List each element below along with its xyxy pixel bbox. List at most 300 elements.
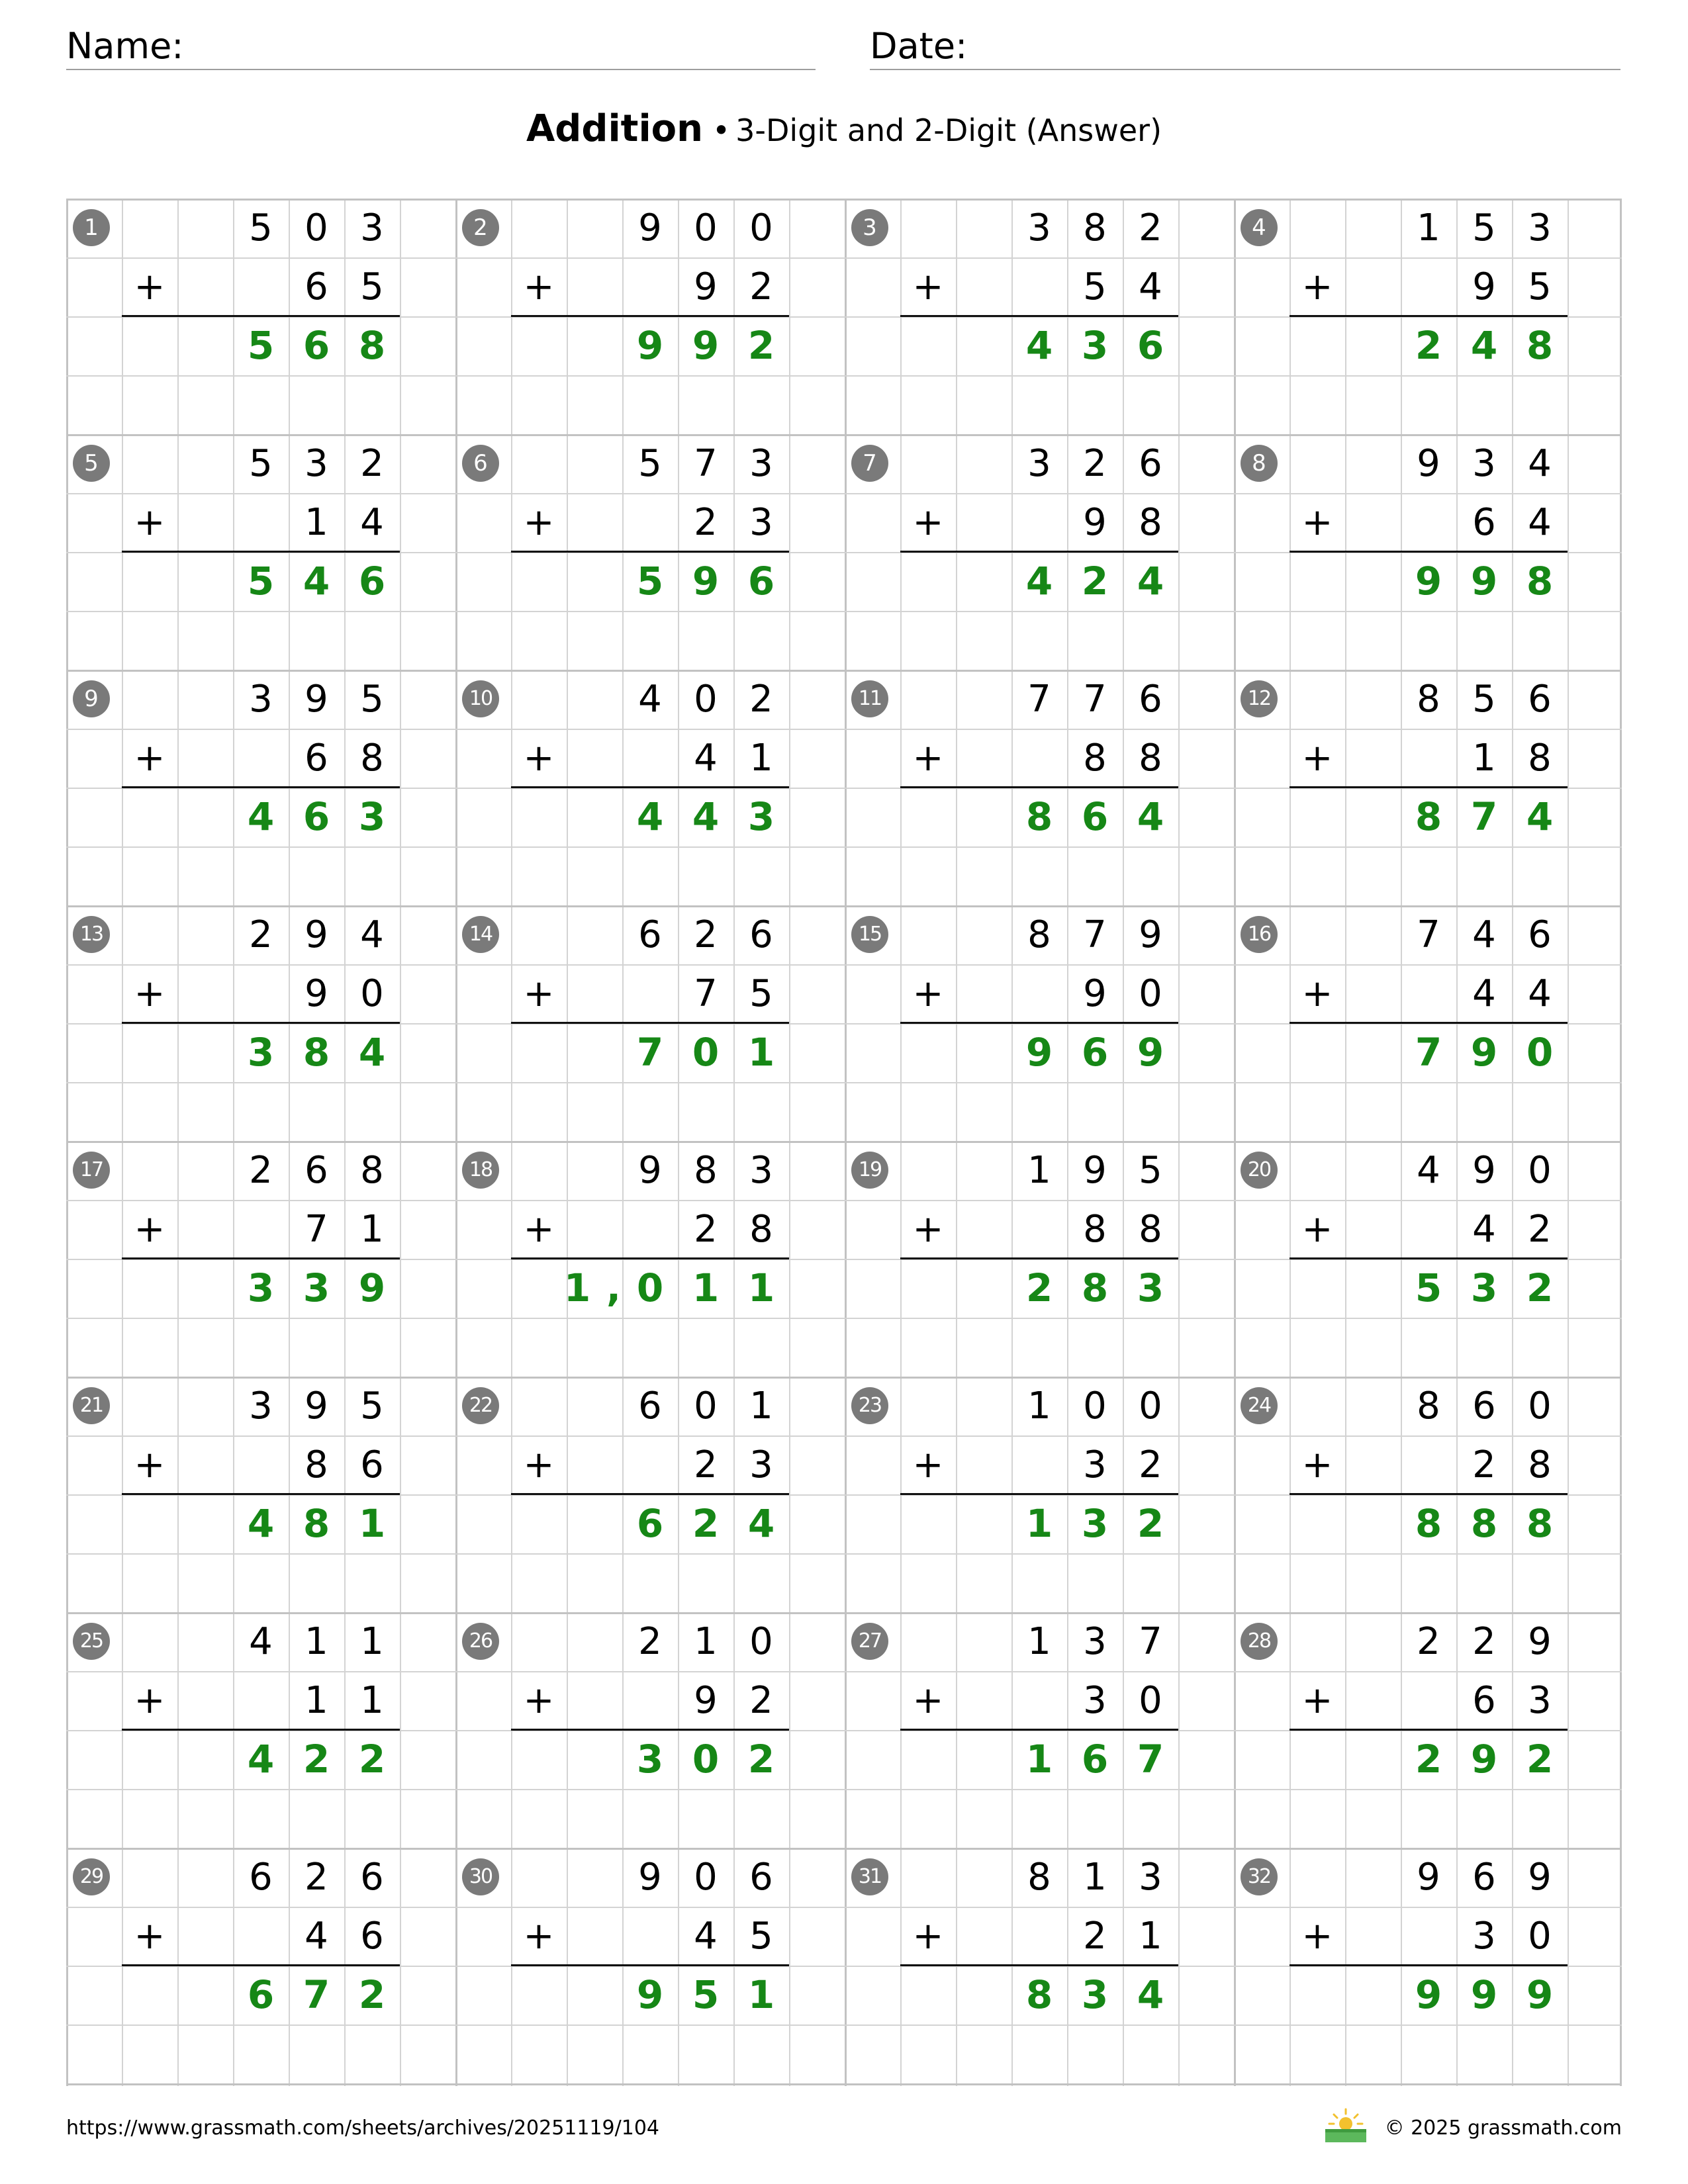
addend-digit: 2 [249, 1149, 273, 1192]
answer-comma: , [606, 1265, 622, 1310]
answer-digit: 4 [1025, 323, 1053, 368]
addend-digit: 3 [1528, 206, 1552, 250]
problem [455, 1612, 845, 1848]
problem-number-badge: 13 [73, 916, 110, 953]
answer-digit: 4 [1137, 1972, 1164, 2017]
addend-digit: 6 [638, 913, 662, 956]
addend-digit: 1 [749, 737, 773, 780]
addend-digit: 8 [1027, 913, 1051, 956]
plus-sign: + [912, 1208, 944, 1251]
answer-digit: 4 [247, 1737, 275, 1782]
addend-digit: 0 [694, 678, 718, 721]
addend-digit: 4 [694, 737, 718, 780]
answer-digit: 3 [1081, 1972, 1109, 2017]
answer-digit: 8 [1025, 1972, 1053, 2017]
addend-digit: 1 [1027, 1620, 1051, 1663]
addend-digit: 6 [1472, 1856, 1496, 1899]
problem [845, 1141, 1234, 1377]
addend-digit: 0 [1139, 1679, 1162, 1722]
addend-digit: 9 [638, 1856, 662, 1899]
problem-number-badge: 21 [73, 1387, 110, 1424]
addend-digit: 8 [360, 737, 384, 780]
addend-digit: 5 [249, 442, 273, 485]
addend-digit: 7 [1083, 913, 1107, 956]
problem-number-badge: 23 [851, 1387, 888, 1424]
addend-digit: 6 [1528, 678, 1552, 721]
addend-digit: 2 [694, 1443, 718, 1486]
footer-copyright: © 2025 grassmath.com [1384, 2116, 1622, 2140]
addend-digit: 0 [1139, 1385, 1162, 1428]
problem [455, 1848, 845, 2083]
addend-digit: 4 [305, 1915, 328, 1958]
addend-digit: 8 [1083, 206, 1107, 250]
answer-digit: 5 [636, 559, 664, 604]
plus-sign: + [134, 265, 165, 308]
problem-number-badge: 6 [462, 445, 499, 482]
plus-sign: + [134, 737, 165, 780]
addend-digit: 9 [1528, 1856, 1552, 1899]
problem-grid [66, 199, 1622, 2086]
addend-digit: 4 [1139, 265, 1162, 308]
grid-line-horizontal [66, 2083, 1622, 2085]
answer-digit: 0 [1526, 1030, 1554, 1075]
addend-digit: 5 [1139, 1149, 1162, 1192]
addend-digit: 9 [1083, 1149, 1107, 1192]
addend-digit: 6 [360, 1856, 384, 1899]
addend-digit: 6 [249, 1856, 273, 1899]
plus-sign: + [134, 1443, 165, 1486]
addend-digit: 4 [249, 1620, 273, 1663]
answer-digit: 1 [563, 1265, 591, 1310]
addend-digit: 9 [305, 972, 328, 1015]
plus-sign: + [134, 1915, 165, 1958]
answer [233, 1730, 400, 1789]
addend-digit: 8 [694, 1149, 718, 1192]
answer-digit: 8 [303, 1030, 330, 1075]
addend-digit: 5 [1528, 265, 1552, 308]
worksheet-title [0, 105, 1688, 162]
addend-digit: 3 [1027, 442, 1051, 485]
addend-digit: 1 [1083, 1856, 1107, 1899]
addend-digit: 3 [1083, 1620, 1107, 1663]
answer-digit: 4 [358, 1030, 386, 1075]
addend-digit: 4 [638, 678, 662, 721]
addend-digit: 8 [1027, 1856, 1051, 1899]
answer-digit: 3 [247, 1265, 275, 1310]
plus-sign: + [523, 265, 555, 308]
plus-sign: + [523, 1679, 555, 1722]
problem-number-badge: 8 [1241, 445, 1278, 482]
answer-digit: 9 [358, 1265, 386, 1310]
plus-sign: + [912, 501, 944, 544]
answer-digit: 1 [692, 1265, 720, 1310]
answer [1401, 788, 1568, 846]
addend-digit: 1 [305, 501, 328, 544]
addend-digit: 1 [1027, 1385, 1051, 1428]
answer-digit: 4 [636, 794, 664, 839]
addend-digit: 7 [1027, 678, 1051, 721]
addend-digit: 5 [1083, 265, 1107, 308]
addend-digit: 3 [749, 1149, 773, 1192]
answer-digit: 3 [303, 1265, 330, 1310]
addend-digit: 0 [694, 206, 718, 250]
addend-digit: 3 [249, 678, 273, 721]
problem-number-badge: 32 [1241, 1858, 1278, 1895]
addend-digit: 3 [1472, 442, 1496, 485]
answer-digit: 6 [247, 1972, 275, 2017]
addend-digit: 0 [694, 1856, 718, 1899]
problem [845, 1612, 1234, 1848]
answer-digit: 5 [247, 559, 275, 604]
answer-digit: 9 [1526, 1972, 1554, 2017]
plus-sign: + [134, 501, 165, 544]
answer [233, 1023, 400, 1082]
answer-digit: 9 [636, 1972, 664, 2017]
answer-digit: 9 [1470, 1972, 1498, 2017]
problem-number-badge: 2 [462, 209, 499, 246]
answer-digit: 3 [1081, 1501, 1109, 1546]
addend-digit: 4 [360, 913, 384, 956]
addend-digit: 2 [1472, 1620, 1496, 1663]
answer-digit: 2 [1081, 559, 1109, 604]
plus-sign: + [912, 737, 944, 780]
addend-digit: 4 [1528, 442, 1552, 485]
answer-digit: 4 [1470, 323, 1498, 368]
addend-digit: 6 [305, 1149, 328, 1192]
answer [233, 552, 400, 611]
problem [455, 1141, 845, 1377]
plus-sign: + [1301, 1915, 1333, 1958]
answer [1401, 316, 1568, 375]
addend-digit: 4 [1472, 1208, 1496, 1251]
addend-digit: 3 [1528, 1679, 1552, 1722]
addend-digit: 4 [360, 501, 384, 544]
answer-digit: 6 [358, 559, 386, 604]
addend-digit: 7 [1139, 1620, 1162, 1663]
problem-number-badge: 28 [1241, 1623, 1278, 1660]
addend-digit: 2 [1139, 1443, 1162, 1486]
answer-digit: 2 [747, 323, 775, 368]
addend-digit: 6 [1528, 913, 1552, 956]
problem [66, 1141, 455, 1377]
problem [1234, 1377, 1623, 1612]
addend-digit: 9 [1417, 1856, 1440, 1899]
addend-digit: 8 [749, 1208, 773, 1251]
problem [455, 434, 845, 670]
answer [622, 1494, 789, 1553]
addend-digit: 0 [305, 206, 328, 250]
addend-digit: 6 [749, 1856, 773, 1899]
answer-digit: 3 [1470, 1265, 1498, 1310]
problem [66, 199, 455, 434]
answer-digit: 2 [692, 1501, 720, 1546]
answer-digit: 9 [1470, 1030, 1498, 1075]
answer-digit: 4 [303, 559, 330, 604]
addend-digit: 0 [1528, 1385, 1552, 1428]
answer-digit: 8 [303, 1501, 330, 1546]
answer-digit: 9 [692, 323, 720, 368]
answer-digit: 8 [1526, 559, 1554, 604]
answer-digit: 8 [1025, 794, 1053, 839]
problem [66, 670, 455, 905]
answer-digit: 1 [747, 1265, 775, 1310]
problem [66, 905, 455, 1141]
answer-digit: 7 [303, 1972, 330, 2017]
addend-digit: 6 [749, 913, 773, 956]
plus-sign: + [912, 265, 944, 308]
addend-digit: 6 [1472, 1679, 1496, 1722]
addend-digit: 3 [749, 501, 773, 544]
answer [1401, 1259, 1568, 1318]
answer [1401, 1966, 1568, 2025]
addend-digit: 6 [305, 265, 328, 308]
addend-digit: 4 [1528, 972, 1552, 1015]
problem [845, 1377, 1234, 1612]
addend-digit: 0 [694, 1385, 718, 1428]
addend-digit: 3 [360, 206, 384, 250]
answer [1011, 552, 1178, 611]
problem-number-badge: 24 [1241, 1387, 1278, 1424]
answer-digit: 6 [303, 794, 330, 839]
answer-digit: 8 [1081, 1265, 1109, 1310]
plus-sign: + [523, 737, 555, 780]
answer [622, 788, 789, 846]
addend-digit: 8 [1083, 1208, 1107, 1251]
problem [1234, 670, 1623, 905]
problem [845, 1848, 1234, 2083]
addend-digit: 5 [360, 265, 384, 308]
answer-digit: 3 [1137, 1265, 1164, 1310]
addend-digit: 8 [1417, 678, 1440, 721]
addend-digit: 7 [1417, 913, 1440, 956]
addend-digit: 1 [1417, 206, 1440, 250]
answer [1011, 1730, 1178, 1789]
addend-digit: 2 [249, 913, 273, 956]
problem-number-badge: 11 [851, 680, 888, 717]
addend-digit: 3 [249, 1385, 273, 1428]
problem [845, 670, 1234, 905]
addend-digit: 2 [1472, 1443, 1496, 1486]
answer [1011, 788, 1178, 846]
answer [233, 788, 400, 846]
problem [66, 1612, 455, 1848]
answer [622, 552, 789, 611]
addend-digit: 3 [1083, 1679, 1107, 1722]
addend-digit: 7 [694, 972, 718, 1015]
addend-digit: 8 [305, 1443, 328, 1486]
addend-digit: 0 [1528, 1149, 1552, 1192]
problem [1234, 1612, 1623, 1848]
answer-digit: 1 [1025, 1501, 1053, 1546]
addend-digit: 9 [1083, 972, 1107, 1015]
addend-digit: 4 [1417, 1149, 1440, 1192]
addend-digit: 6 [305, 737, 328, 780]
answer-digit: 3 [247, 1030, 275, 1075]
plus-sign: + [134, 1208, 165, 1251]
problem [455, 670, 845, 905]
addend-digit: 1 [360, 1679, 384, 1722]
problem [66, 1377, 455, 1612]
answer-digit: 6 [747, 559, 775, 604]
problem-number-badge: 25 [73, 1623, 110, 1660]
addend-digit: 1 [1472, 737, 1496, 780]
addend-digit: 2 [638, 1620, 662, 1663]
addend-digit: 4 [1472, 972, 1496, 1015]
addend-digit: 3 [749, 442, 773, 485]
problem-number-badge: 9 [73, 680, 110, 717]
problem-number-badge: 27 [851, 1623, 888, 1660]
answer-digit: 4 [1025, 559, 1053, 604]
plus-sign: + [523, 1208, 555, 1251]
addend-digit: 2 [749, 1679, 773, 1722]
plus-sign: + [1301, 501, 1333, 544]
problem [455, 1377, 845, 1612]
answer-digit: 9 [1470, 1737, 1498, 1782]
answer-digit: 6 [1081, 1737, 1109, 1782]
addend-digit: 7 [694, 442, 718, 485]
answer [233, 316, 400, 375]
answer-digit: 7 [636, 1030, 664, 1075]
addend-digit: 2 [1528, 1208, 1552, 1251]
plus-sign: + [134, 972, 165, 1015]
addend-digit: 1 [694, 1620, 718, 1663]
addend-digit: 0 [1083, 1385, 1107, 1428]
addend-digit: 2 [749, 265, 773, 308]
plus-sign: + [1301, 1208, 1333, 1251]
answer [1401, 1730, 1568, 1789]
date-field[interactable] [870, 25, 1620, 70]
addend-digit: 9 [638, 1149, 662, 1192]
plus-sign: + [912, 1915, 944, 1958]
addend-digit: 2 [1417, 1620, 1440, 1663]
addend-digit: 8 [1528, 1443, 1552, 1486]
answer [1401, 552, 1568, 611]
problem-number-badge: 3 [851, 209, 888, 246]
addend-digit: 5 [1472, 678, 1496, 721]
addend-digit: 6 [360, 1915, 384, 1958]
answer-digit: 2 [747, 1737, 775, 1782]
problem-number-badge: 7 [851, 445, 888, 482]
plus-sign: + [523, 1915, 555, 1958]
addend-digit: 2 [694, 913, 718, 956]
addend-digit: 1 [360, 1620, 384, 1663]
addend-digit: 9 [1472, 1149, 1496, 1192]
plus-sign: + [912, 1679, 944, 1722]
answer-digit: 0 [636, 1265, 664, 1310]
answer-digit: 4 [747, 1501, 775, 1546]
addend-digit: 9 [1528, 1620, 1552, 1663]
problem-number-badge: 30 [462, 1858, 499, 1895]
addend-digit: 9 [694, 265, 718, 308]
problem-number-badge: 22 [462, 1387, 499, 1424]
addend-digit: 8 [1083, 737, 1107, 780]
problem-number-badge: 26 [462, 1623, 499, 1660]
problem [1234, 199, 1623, 434]
problem-number-badge: 18 [462, 1152, 499, 1189]
addend-digit: 3 [1083, 1443, 1107, 1486]
answer [1011, 1494, 1178, 1553]
answer [1401, 1494, 1568, 1553]
name-field[interactable] [66, 25, 816, 70]
answer-digit: 8 [1526, 323, 1554, 368]
addend-digit: 4 [694, 1915, 718, 1958]
answer-digit: 2 [358, 1737, 386, 1782]
answer-digit: 8 [1415, 794, 1442, 839]
answer-digit: 1 [1025, 1737, 1053, 1782]
answer-digit: 2 [1415, 323, 1442, 368]
addend-digit: 3 [1027, 206, 1051, 250]
addend-digit: 2 [360, 442, 384, 485]
answer-digit: 7 [1137, 1737, 1164, 1782]
addend-digit: 6 [1139, 678, 1162, 721]
addend-digit: 5 [360, 1385, 384, 1428]
answer-digit: 3 [358, 794, 386, 839]
addend-digit: 3 [305, 442, 328, 485]
answer-digit: 2 [1415, 1737, 1442, 1782]
answer-digit: 5 [1415, 1265, 1442, 1310]
addend-digit: 3 [1139, 1856, 1162, 1899]
answer [622, 1730, 789, 1789]
answer-digit: 1 [358, 1501, 386, 1546]
answer-digit: 6 [636, 1501, 664, 1546]
addend-digit: 5 [749, 1915, 773, 1958]
addend-digit: 8 [1139, 1208, 1162, 1251]
answer [233, 1966, 400, 2025]
addend-digit: 9 [694, 1679, 718, 1722]
problem [845, 434, 1234, 670]
answer-digit: 9 [692, 559, 720, 604]
answer-digit: 4 [692, 794, 720, 839]
problem-number-badge: 15 [851, 916, 888, 953]
addend-digit: 6 [1472, 501, 1496, 544]
plus-sign: + [912, 1443, 944, 1486]
answer-digit: 9 [636, 323, 664, 368]
problem-number-badge: 20 [1241, 1152, 1278, 1189]
answer-digit: 8 [358, 323, 386, 368]
addend-digit: 6 [638, 1385, 662, 1428]
answer-digit: 2 [303, 1737, 330, 1782]
footer-url: https://www.grassmath.com/sheets/archives/20251119/104 [66, 2116, 660, 2140]
problem-number-badge: 1 [73, 209, 110, 246]
addend-digit: 9 [638, 206, 662, 250]
addend-digit: 3 [749, 1443, 773, 1486]
answer [622, 1966, 789, 2025]
addend-digit: 1 [1139, 1915, 1162, 1958]
addend-digit: 0 [749, 206, 773, 250]
problem-number-badge: 12 [1241, 680, 1278, 717]
addend-digit: 8 [1139, 737, 1162, 780]
problem-number-badge: 4 [1241, 209, 1278, 246]
problem [455, 199, 845, 434]
answer-digit: 8 [1526, 1501, 1554, 1546]
plus-sign: + [1301, 1679, 1333, 1722]
answer-digit: 3 [1081, 323, 1109, 368]
plus-sign: + [1301, 1443, 1333, 1486]
answer-digit: 6 [1137, 323, 1164, 368]
problem-number-badge: 31 [851, 1858, 888, 1895]
addend-digit: 6 [360, 1443, 384, 1486]
addend-digit: 6 [1472, 1385, 1496, 1428]
addend-digit: 5 [360, 678, 384, 721]
problem [845, 905, 1234, 1141]
answer-digit: 1 [747, 1030, 775, 1075]
answer-digit: 2 [358, 1972, 386, 2017]
answer-digit: 9 [1415, 1972, 1442, 2017]
answer-digit: 9 [1470, 559, 1498, 604]
addend-digit: 6 [1139, 442, 1162, 485]
answer-digit: 9 [1137, 1030, 1164, 1075]
answer-digit: 6 [1081, 1030, 1109, 1075]
